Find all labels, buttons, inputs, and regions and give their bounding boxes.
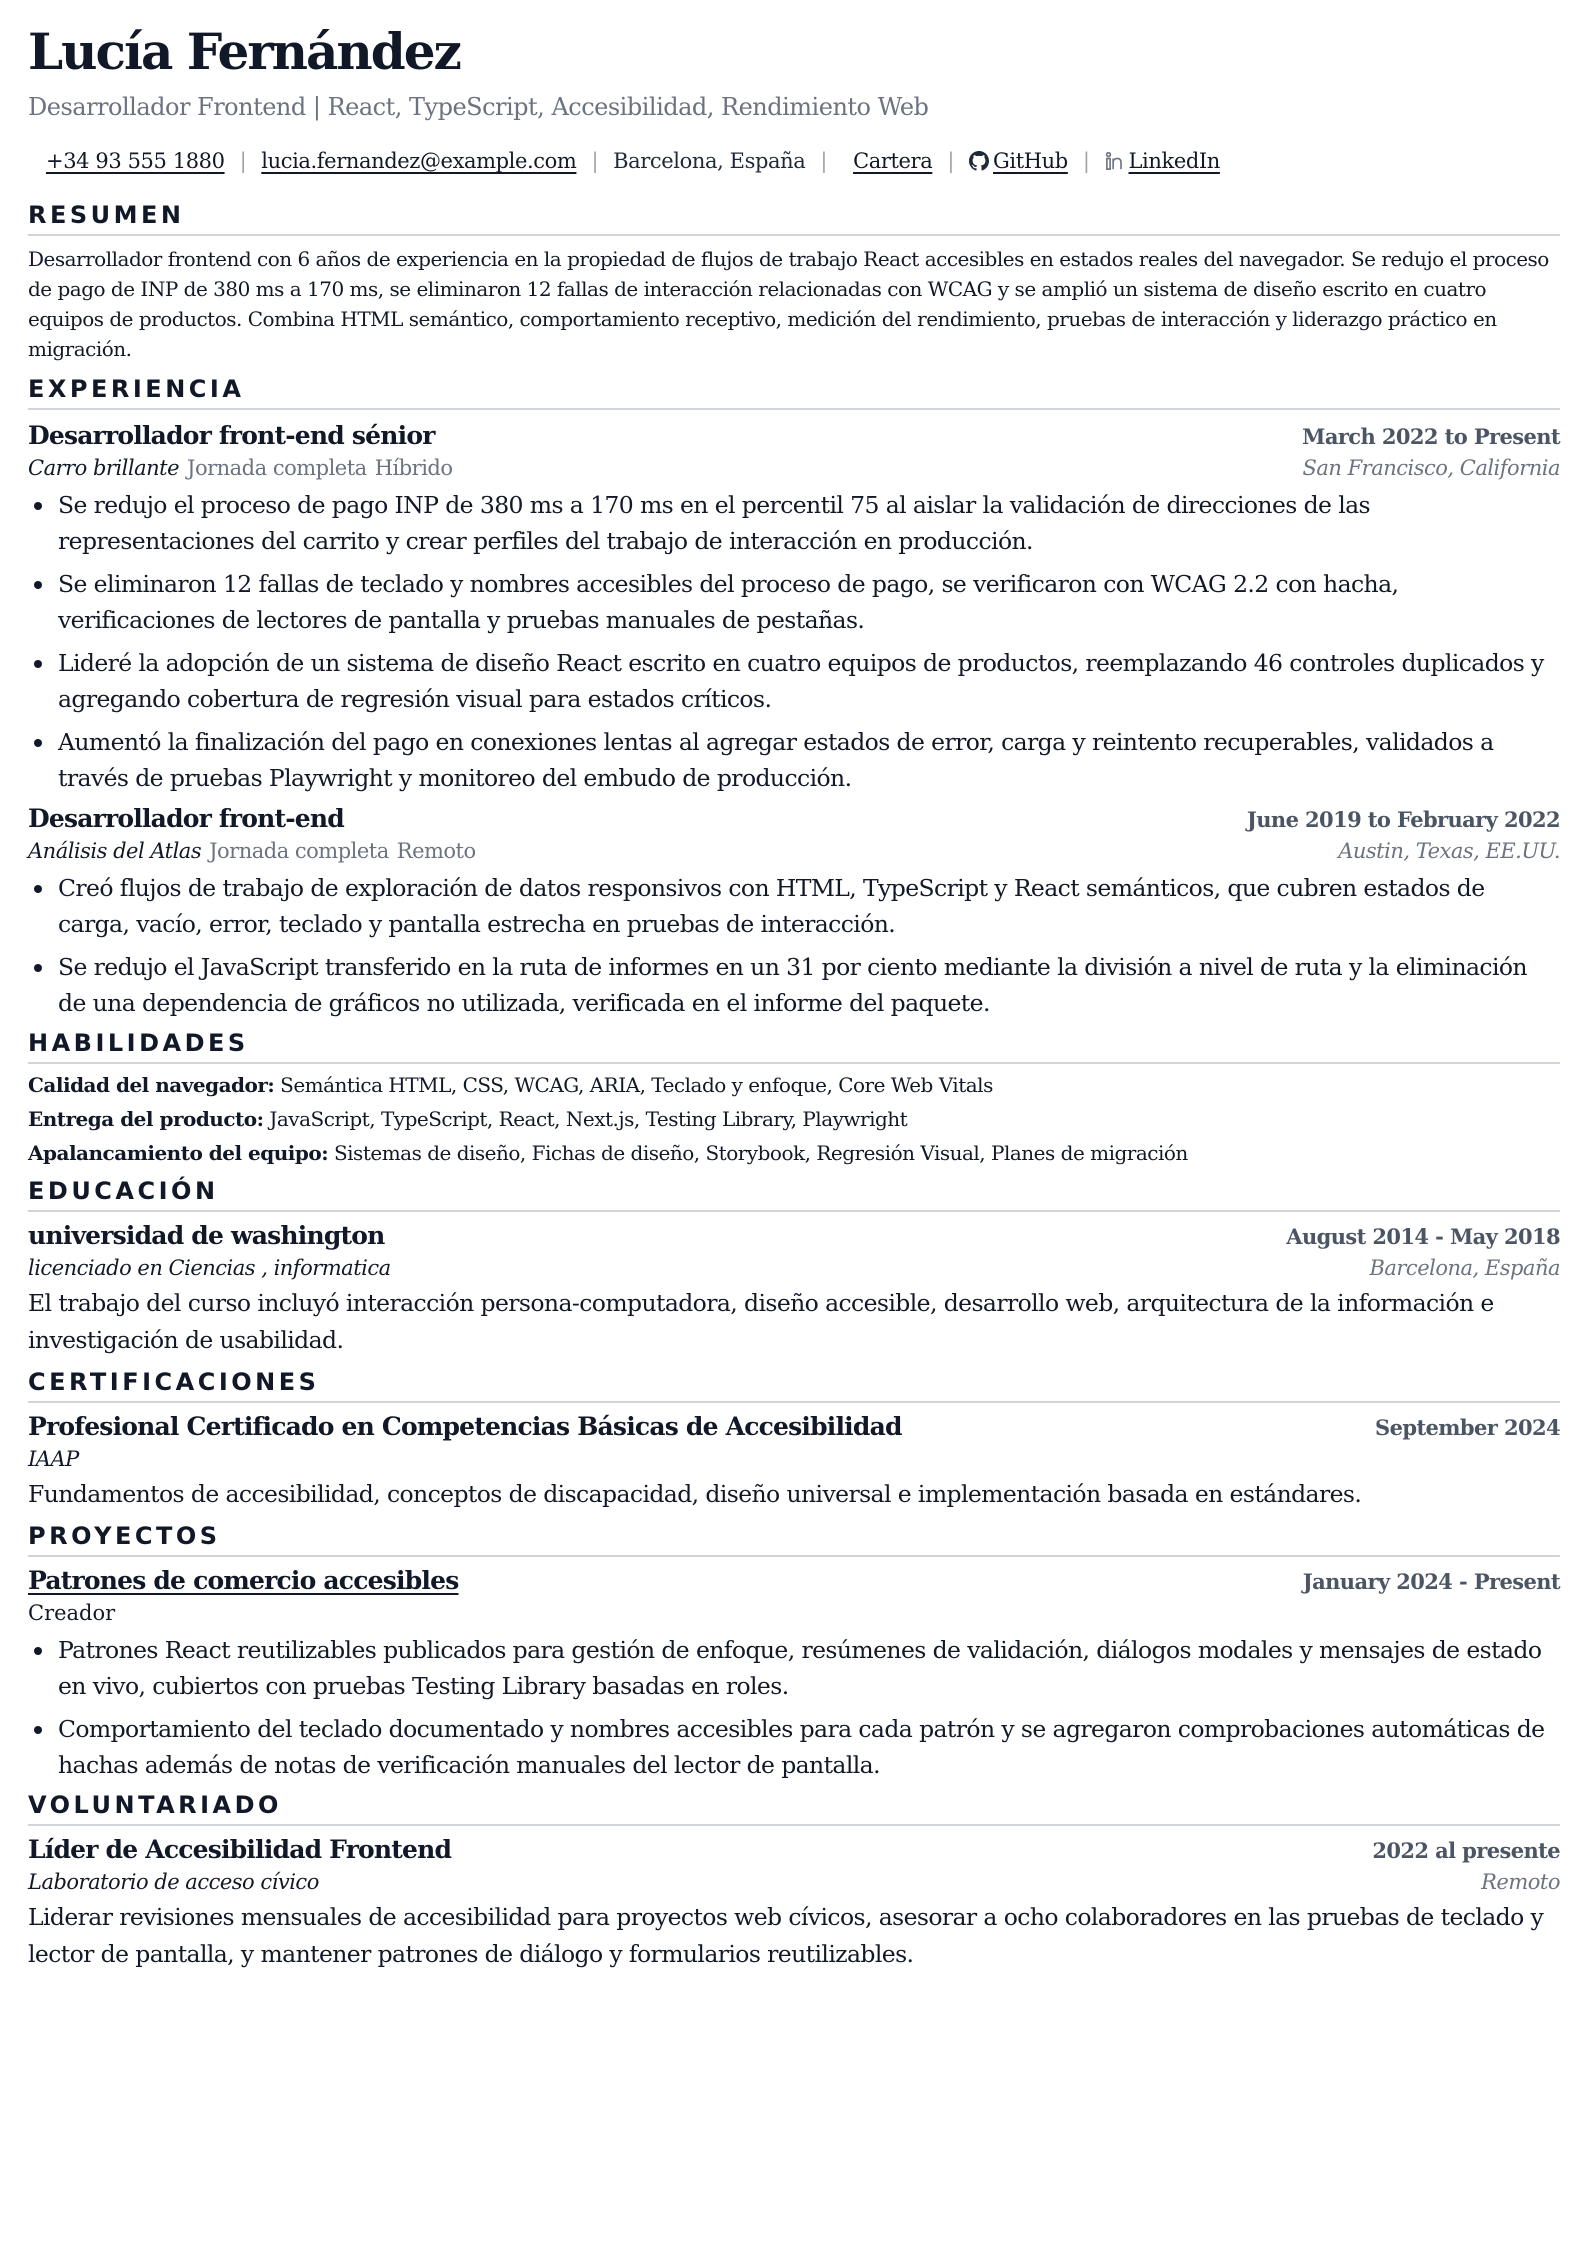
education-subheader [28, 1253, 1560, 1283]
certification-entry [28, 1411, 1560, 1513]
project-header [28, 1565, 1560, 1598]
job-subheader [28, 836, 1560, 866]
skill-label: Entrega del producto: [28, 1107, 264, 1131]
job-header [28, 420, 1560, 453]
certification-subheader [28, 1444, 1560, 1474]
projects-section [28, 1521, 1560, 1783]
section-title-experience: EXPERIENCIA [28, 374, 1560, 410]
linkedin-icon [1105, 151, 1125, 171]
contact-bar [28, 146, 1560, 176]
skills-section [28, 1028, 1560, 1170]
github-icon [969, 151, 989, 171]
section-title-volunteer: VOLUNTARIADO [28, 1790, 1560, 1826]
job-location: San Francisco, California [1302, 456, 1560, 480]
list-item: Se redujo el JavaScript transferido en la ruta de informes en un 31 por ciento mediante la división a nivel de ruta y la eliminación de una dependencia de gráficos no utilizada, verificada en el informe del paquete. [28, 949, 1560, 1021]
github-link-wrapper[interactable] [969, 149, 1068, 173]
skill-label: Apalancamiento del equipo: [28, 1141, 329, 1165]
job-company: Carro brillante [28, 456, 180, 480]
github-link[interactable]: GitHub [993, 149, 1068, 173]
volunteer-header [28, 1834, 1560, 1867]
job-mode: Híbrido [374, 456, 453, 480]
job-subheader [28, 453, 1560, 483]
summary-text: Desarrollador frontend con 6 años de experiencia en la propiedad de flujos de trabajo React accesibles en estados reales del navegador. Se redujo el proceso de pago de INP de 380 ms a 170 ms, se eliminaron 12 fallas de interacción relacionadas con WCAG y se amplió un sistema de diseño escrito en cuatro equipos de productos. Combina HTML semántico, comportamiento receptivo, medición del rendimiento, pruebas de interacción y liderazgo práctico en migración. [28, 247, 1549, 361]
skill-value: JavaScript, TypeScript, React, Next.js, Testing Library, Playwright [269, 1107, 908, 1131]
separator: | [947, 149, 955, 173]
portfolio-link[interactable]: Cartera [853, 149, 933, 173]
volunteer-location: Remoto [1481, 1870, 1560, 1894]
volunteer-role: Líder de Accesibilidad Frontend [28, 1835, 452, 1864]
resume-header [28, 22, 1560, 176]
list-item: Se eliminaron 12 fallas de teclado y nombres accesibles del proceso de pago, se verificaron con WCAG 2.2 con hacha, verificaciones de lectores de pantalla y pruebas manuales de pestañas. [28, 566, 1560, 638]
list-item: Creó flujos de trabajo de exploración de datos responsivos con HTML, TypeScript y React semánticos, que cubren estados de carga, vacío, error, teclado y pantalla estrecha en pruebas de interacción. [28, 870, 1560, 942]
project-link[interactable]: Patrones de comercio accesibles [28, 1566, 459, 1595]
job-type: Jornada completa [209, 839, 389, 863]
volunteer-text: Liderar revisiones mensuales de accesibilidad para proyectos web cívicos, asesorar a ocho colaboradores en las pruebas de teclado y lector de pantalla, y mantener patrones de diálogo y formularios reutilizables. [28, 1903, 1544, 1968]
education-header [28, 1220, 1560, 1253]
volunteer-dates: 2022 al presente [1372, 1838, 1560, 1863]
list-item: Se redujo el proceso de pago INP de 380 ms a 170 ms en el percentil 75 al aislar la validación de direcciones de las representaciones del carrito y crear perfiles del trabajo de interacción en producción. [28, 487, 1560, 559]
certification-name: Profesional Certificado en Competencias Básicas de Accesibilidad [28, 1412, 902, 1441]
project-dates: January 2024 - Present [1302, 1569, 1560, 1594]
summary-section [28, 200, 1560, 364]
job-role: Desarrollador front-end [28, 804, 344, 833]
volunteer-section [28, 1790, 1560, 1973]
section-title-education: EDUCACIÓN [28, 1176, 1560, 1212]
skill-value: Semántica HTML, CSS, WCAG, ARIA, Teclado y enfoque, Core Web Vitals [280, 1073, 993, 1097]
separator: | [239, 149, 247, 173]
project-bullets [28, 1632, 1560, 1783]
list-item: Patrones React reutilizables publicados para gestión de enfoque, resúmenes de validación, diálogos modales y mensajes de estado en vivo, cubiertos con pruebas Testing Library basadas en roles. [28, 1632, 1560, 1704]
job-bullets [28, 487, 1560, 796]
job-role: Desarrollador front-end sénior [28, 421, 435, 450]
candidate-name: Lucía Fernández [28, 22, 460, 81]
job-type: Jornada completa [187, 456, 367, 480]
skill-row [28, 1068, 1560, 1102]
job-entry [28, 420, 1560, 796]
job-company: Análisis del Atlas [28, 839, 202, 863]
job-entry [28, 803, 1560, 1021]
section-title-skills: HABILIDADES [28, 1028, 1560, 1064]
certification-header [28, 1411, 1560, 1444]
education-text: El trabajo del curso incluyó interacción persona-computadora, diseño accesible, desarrollo web, arquitectura de la información e investigación de usabilidad. [28, 1289, 1494, 1354]
education-entry [28, 1220, 1560, 1359]
job-meta [28, 836, 476, 866]
certifications-section [28, 1367, 1560, 1513]
volunteer-subheader [28, 1867, 1560, 1897]
phone-link[interactable]: +34 93 555 1880 [46, 149, 225, 173]
volunteer-org: Laboratorio de acceso cívico [28, 1870, 319, 1894]
separator: | [1082, 149, 1090, 173]
list-item: Aumentó la finalización del pago en conexiones lentas al agregar estados de error, carga y reintento recuperables, validados a través de pruebas Playwright y monitoreo del embudo de producción. [28, 724, 1560, 796]
certification-issuer: IAAP [28, 1447, 79, 1471]
list-item: Comportamiento del teclado documentado y nombres accesibles para cada patrón y se agregaron comprobaciones automáticas de hachas además de notas de verificación manuales del lector de pantalla. [28, 1711, 1560, 1783]
degree: licenciado en Ciencias , informatica [28, 1256, 391, 1280]
skill-row [28, 1102, 1560, 1136]
section-title-projects: PROYECTOS [28, 1521, 1560, 1557]
job-mode: Remoto [396, 839, 476, 863]
project-role: Creador [28, 1601, 116, 1625]
certification-date: September 2024 [1375, 1415, 1560, 1440]
education-location: Barcelona, España [1369, 1256, 1560, 1280]
candidate-tagline: Desarrollador Frontend | React, TypeScript, Accesibilidad, Rendimiento Web [28, 93, 929, 121]
education-section [28, 1176, 1560, 1359]
linkedin-link[interactable]: LinkedIn [1128, 149, 1220, 173]
section-title-certifications: CERTIFICACIONES [28, 1367, 1560, 1403]
skill-value: Sistemas de diseño, Fichas de diseño, Storybook, Regresión Visual, Planes de migración [333, 1141, 1188, 1165]
job-header [28, 803, 1560, 836]
school-name: universidad de washington [28, 1221, 385, 1250]
skills-list [28, 1068, 1560, 1170]
skill-row [28, 1136, 1560, 1170]
job-dates: June 2019 to February 2022 [1246, 807, 1560, 832]
job-bullets [28, 870, 1560, 1021]
volunteer-entry [28, 1834, 1560, 1973]
job-location: Austin, Texas, EE.UU. [1338, 839, 1560, 863]
separator: | [820, 149, 828, 173]
list-item: Lideré la adopción de un sistema de diseño React escrito en cuatro equipos de productos, reemplazando 46 controles duplicados y agregando cobertura de regresión visual para estados críticos. [28, 645, 1560, 717]
experience-section [28, 374, 1560, 1021]
section-title-summary: RESUMEN [28, 200, 1560, 236]
skill-label: Calidad del navegador: [28, 1073, 275, 1097]
job-dates: March 2022 to Present [1302, 424, 1560, 449]
education-dates: August 2014 - May 2018 [1286, 1224, 1560, 1249]
linkedin-link-wrapper[interactable] [1105, 149, 1220, 173]
separator: | [591, 149, 599, 173]
certification-text: Fundamentos de accesibilidad, conceptos de discapacidad, diseño universal e implementación basada en estándares. [28, 1480, 1362, 1508]
email-link[interactable]: lucia.fernandez@example.com [261, 149, 577, 173]
job-meta [28, 453, 453, 483]
project-entry [28, 1565, 1560, 1783]
location-text: Barcelona, España [613, 149, 806, 173]
